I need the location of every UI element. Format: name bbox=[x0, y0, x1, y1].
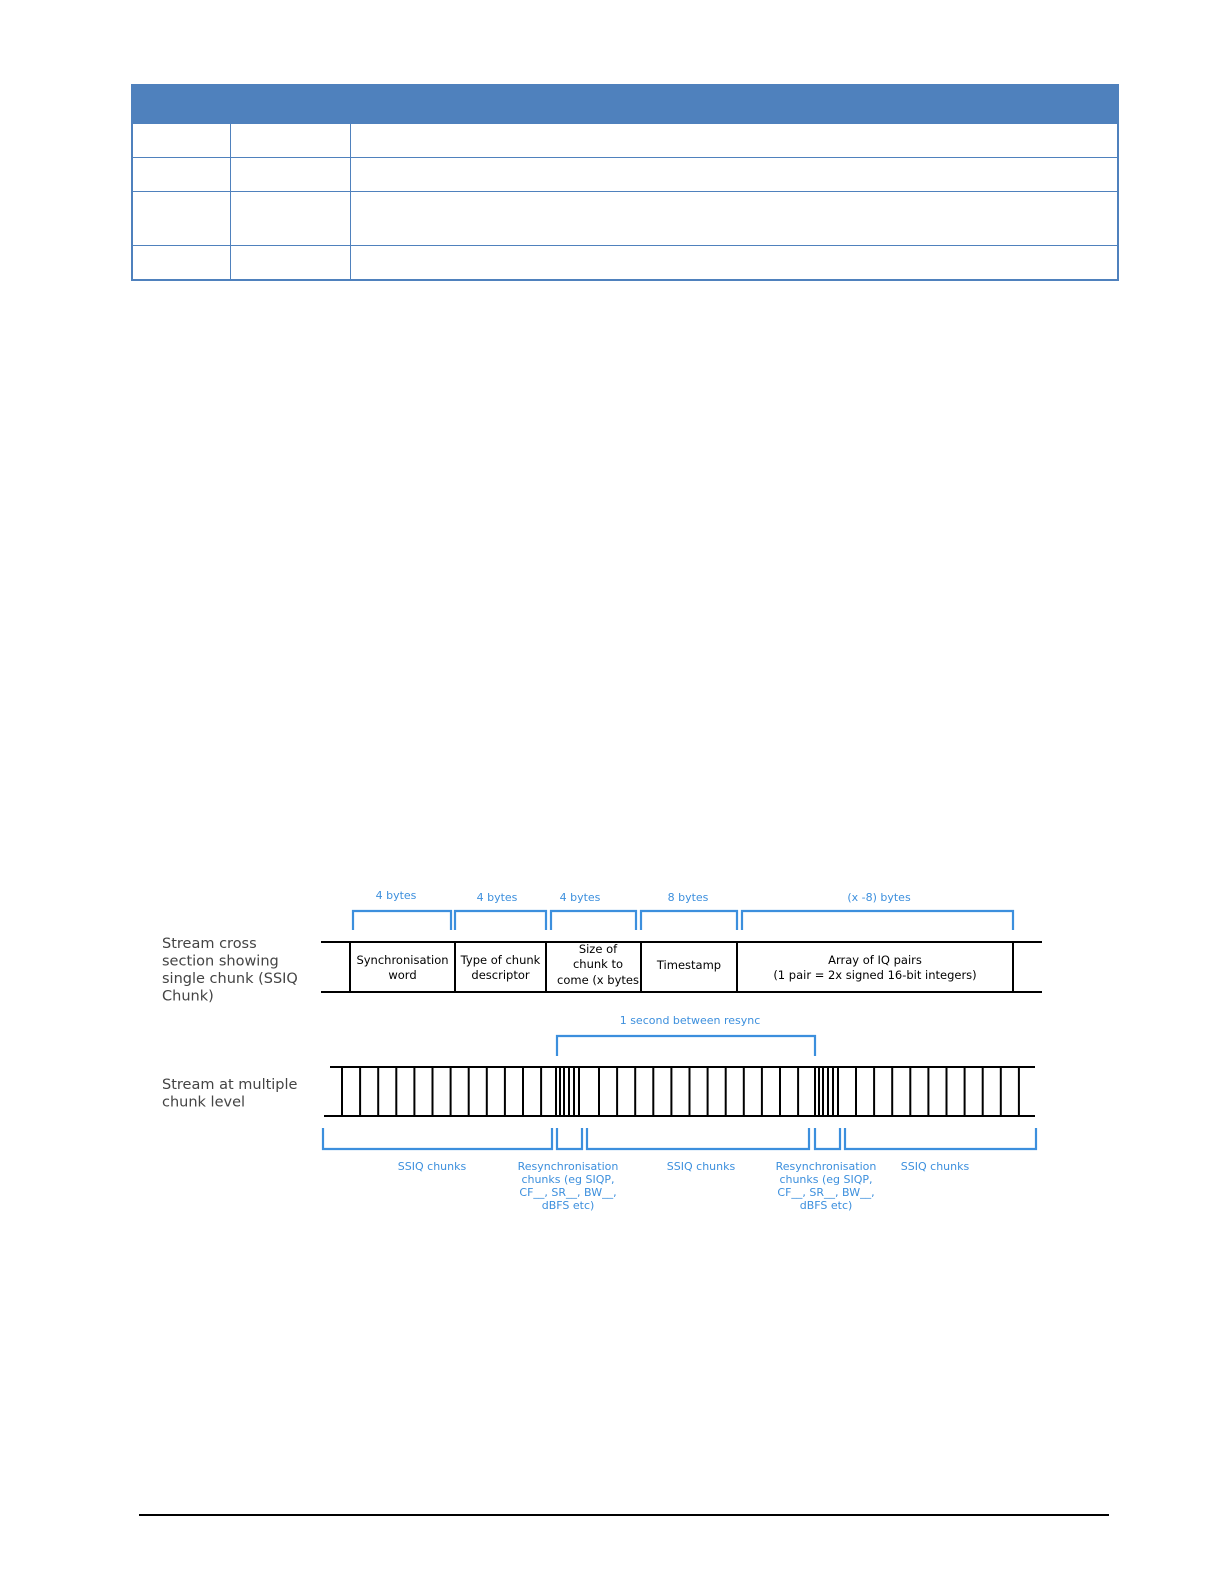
size-label-sync-word-line: 4 bytes bbox=[375, 889, 417, 902]
text-layer bbox=[162, 889, 977, 1212]
size-label-chunk-size bbox=[560, 891, 601, 904]
field-label-line: come (x bytes bbox=[557, 973, 639, 987]
size-label-timestamp-line: 8 bytes bbox=[667, 891, 709, 904]
group-label-ssiq-chunks-1 bbox=[398, 1160, 467, 1173]
field-label-timestamp bbox=[656, 958, 721, 972]
field-label-line: descriptor bbox=[471, 968, 530, 982]
group-bracket-ssiq-chunks-2 bbox=[587, 1128, 809, 1149]
resync-interval-bracket bbox=[557, 1036, 815, 1056]
size-label-sync-word bbox=[376, 889, 417, 902]
group-label-resync-chunks-1-line: Resynchronisation bbox=[517, 1160, 619, 1173]
group-label-resync-chunks-2-line: dBFS etc) bbox=[799, 1199, 853, 1212]
field-label-line: Size of bbox=[578, 942, 618, 956]
group-bracket-resync-chunks-1 bbox=[557, 1128, 582, 1149]
size-label-chunk-type-line: 4 bytes bbox=[476, 891, 518, 904]
resync-interval-label bbox=[620, 1014, 761, 1027]
resync-interval-label-line: 1 second between resync bbox=[619, 1014, 761, 1027]
multi-section-label bbox=[162, 1077, 298, 1111]
field-label-chunk-type bbox=[460, 953, 541, 982]
field-label-iq-array bbox=[773, 953, 976, 982]
chunk-section-label bbox=[162, 936, 298, 1005]
size-label-iq-array bbox=[847, 891, 911, 904]
chunk-section-label-line: single chunk (SSIQ bbox=[162, 971, 298, 987]
group-label-resync-chunks-2 bbox=[776, 1160, 877, 1212]
group-label-resync-chunks-2-line: Resynchronisation bbox=[775, 1160, 877, 1173]
group-label-ssiq-chunks-3 bbox=[901, 1160, 970, 1173]
size-label-iq-array-line: (x -8) bytes bbox=[847, 891, 911, 904]
group-label-ssiq-chunks-3-line: SSIQ chunks bbox=[900, 1160, 970, 1173]
field-label-line: Synchronisation bbox=[356, 953, 449, 967]
group-label-ssiq-chunks-2 bbox=[667, 1160, 736, 1173]
multi-section-label-line: chunk level bbox=[162, 1094, 246, 1111]
field-label-line: Type of chunk bbox=[460, 953, 541, 967]
group-bracket-resync-chunks-2 bbox=[815, 1128, 840, 1149]
multi-section-label-line: Stream at multiple bbox=[162, 1077, 298, 1093]
bracket-timestamp bbox=[641, 911, 737, 930]
group-label-resync-chunks-1 bbox=[518, 1160, 619, 1212]
field-label-line: word bbox=[388, 968, 417, 982]
size-label-timestamp bbox=[668, 891, 709, 904]
bracket-sync-word bbox=[353, 911, 451, 930]
size-label-chunk-size-line: 4 bytes bbox=[559, 891, 601, 904]
field-label-line: (1 pair = 2x signed 16-bit integers) bbox=[773, 968, 977, 982]
bracket-iq-array bbox=[742, 911, 1013, 930]
chunk-section-label-line: Stream cross bbox=[162, 936, 257, 952]
group-label-ssiq-chunks-1-line: SSIQ chunks bbox=[397, 1160, 467, 1173]
group-bracket-ssiq-chunks-3 bbox=[845, 1128, 1036, 1149]
group-label-resync-chunks-1-line: chunks (eg SIQP, bbox=[521, 1173, 615, 1186]
group-label-resync-chunks-1-line: dBFS etc) bbox=[541, 1199, 595, 1212]
group-label-ssiq-chunks-2-line: SSIQ chunks bbox=[666, 1160, 736, 1173]
field-label-line: Array of IQ pairs bbox=[828, 953, 922, 967]
field-label-line: Timestamp bbox=[656, 958, 722, 972]
group-bracket-ssiq-chunks-1 bbox=[323, 1128, 552, 1149]
field-label-chunk-size bbox=[557, 942, 639, 987]
field-label-sync-word bbox=[356, 953, 448, 982]
bracket-chunk-type bbox=[455, 911, 546, 930]
group-label-resync-chunks-2-line: chunks (eg SIQP, bbox=[779, 1173, 873, 1186]
group-label-resync-chunks-2-line: CF__, SR__, BW__, bbox=[777, 1186, 875, 1199]
size-label-chunk-type bbox=[477, 891, 518, 904]
chunk-section-label-line: section showing bbox=[162, 953, 279, 970]
group-label-resync-chunks-1-line: CF__, SR__, BW__, bbox=[519, 1186, 617, 1199]
bracket-chunk-size bbox=[551, 911, 636, 930]
field-label-line: chunk to bbox=[572, 957, 624, 971]
footer-rule bbox=[139, 1514, 1109, 1516]
chunk-section-label-line: Chunk) bbox=[162, 988, 214, 1005]
